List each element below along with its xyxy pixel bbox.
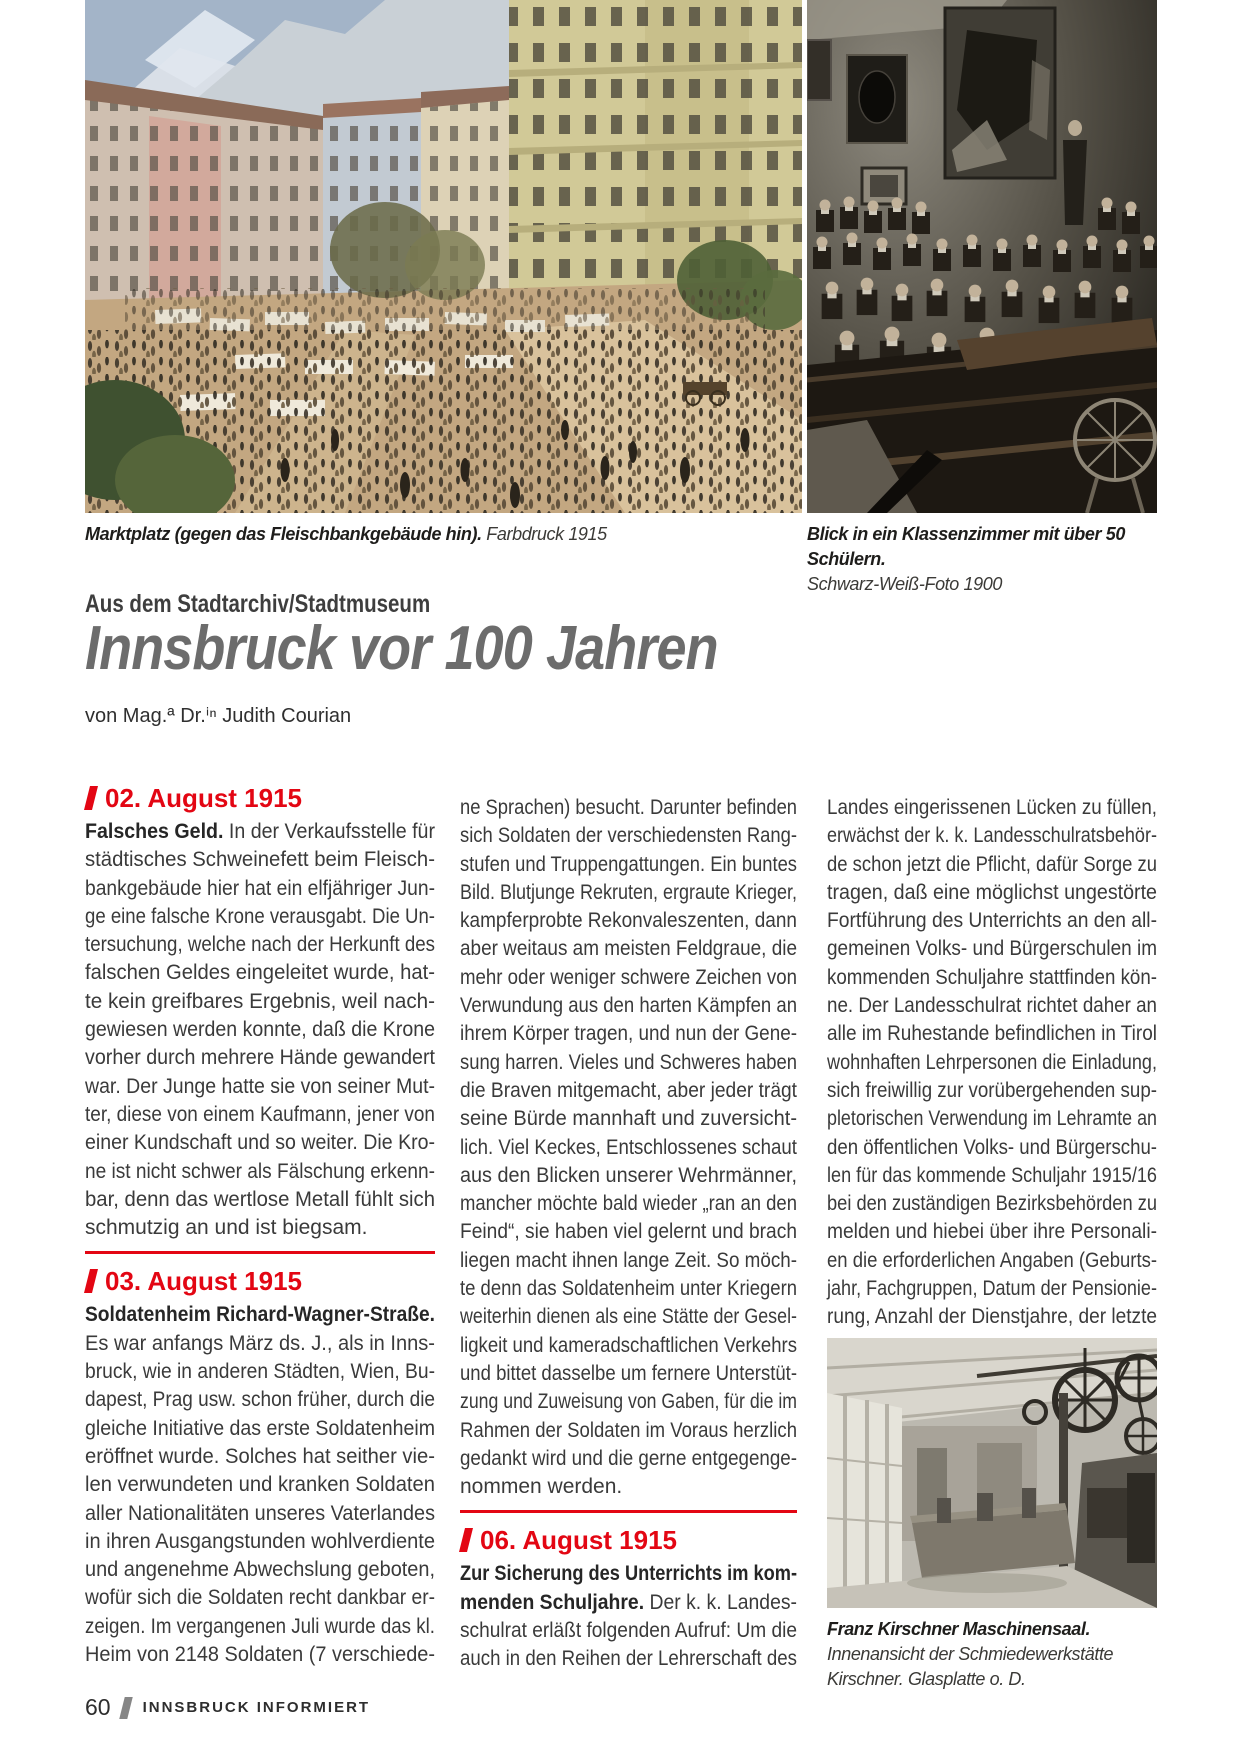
page-footer xyxy=(85,1694,370,1721)
text-line: mehr oder weniger schwere Zeichen von xyxy=(460,965,797,989)
page-number: 60 xyxy=(85,1694,111,1720)
text-line: und angenehme Abwechslung geboten, xyxy=(85,1558,436,1582)
text-line: en die erforderlichen Angaben (Geburts- xyxy=(827,1248,1157,1272)
text-line: Landes eingerissenen Lücken zu füllen, xyxy=(827,796,1158,819)
byline: von Mag.ª Dr.ⁱⁿ Judith Courian xyxy=(85,705,352,727)
text-line: kampferprobte Rekonvaleszenten, dann xyxy=(460,909,797,933)
text-line: aber weitaus am meisten Feldgraue, die xyxy=(460,937,797,961)
text-line: weiterhin dienen als eine Stätte der Gesel- xyxy=(460,1305,798,1329)
text-column-3 xyxy=(827,781,1157,1332)
text-line: sung harren. Vieles und Schweres haben xyxy=(460,1050,798,1074)
text-line: erwächst der k. k. Landesschulratsbehör- xyxy=(827,824,1157,848)
market-photo xyxy=(85,0,802,513)
caption-title: Franz Kirschner Maschinensaal. xyxy=(827,1619,1091,1639)
text-line: ihrem Körper tragen, und nun der Gene- xyxy=(460,1022,797,1046)
text-line: ter, diese von einem Kaufmann, jener von xyxy=(85,1102,435,1126)
text-line: bruck, wie in anderen Städten, Wien, Bu- xyxy=(85,1360,435,1384)
classroom-photo-figure xyxy=(807,0,1157,597)
classroom-photo-caption xyxy=(807,522,1157,597)
red-slash-icon xyxy=(84,786,98,810)
section-divider xyxy=(460,1510,797,1513)
magazine-name: INNSBRUCK INFORMIERT xyxy=(142,1699,371,1716)
text-line: wohnhaften Lehrpersonen die Einladung, xyxy=(827,1050,1158,1074)
text-line: stufen und Truppengattungen. Ein buntes xyxy=(460,852,797,876)
text-line: ne ist nicht schwer als Fälschung erkenn- xyxy=(85,1159,435,1183)
caption-title: Marktplatz (gegen das Fleischbankgebäude hin). xyxy=(85,524,482,544)
text-line: lich. Viel Keckes, Entschlossenes schaut xyxy=(460,1135,797,1159)
date-header xyxy=(85,1266,435,1296)
text-line: auch in den Reihen der Lehrerschaft des xyxy=(460,1647,798,1671)
article-paragraph xyxy=(827,794,1157,1332)
text-line: mancher möchte bald wieder „ran an den xyxy=(460,1192,797,1216)
text-line: Falsches Geld. In der Verkaufsstelle für xyxy=(85,820,435,843)
machine-hall-photo-caption xyxy=(827,1617,1157,1692)
text-line: vorher durch mehrere Hände gewandert xyxy=(85,1046,436,1070)
caption-detail: Schwarz-Weiß-Foto 1900 xyxy=(807,574,1002,594)
text-line: kommenden Schuljahre stattfinden kön- xyxy=(827,965,1158,989)
classroom-photo xyxy=(807,0,1157,513)
text-line: ge eine falsche Krone verausgabt. Die Un- xyxy=(85,904,435,928)
text-line: tersuchung, welche nach der Herkunft des xyxy=(85,933,436,957)
text-line: in ihren Ausgangstunden wohlverdiente xyxy=(85,1529,436,1553)
text-line: schmutzig an und ist biegsam. xyxy=(85,1216,368,1240)
date-header-label: 02. August 1915 xyxy=(105,783,303,813)
date-header xyxy=(460,1525,797,1555)
text-column-2 xyxy=(460,781,797,1674)
text-line: die Braven mitgemacht, aber jeder trägt xyxy=(460,1078,797,1102)
text-line: dapest, Prag usw. schon früher, durch die xyxy=(85,1388,436,1412)
text-line: gemeinen Volks- und Bürgerschulen im xyxy=(827,937,1158,961)
text-line: städtisches Schweinefett beim Fleisch- xyxy=(85,848,435,872)
text-line: Es war anfangs März ds. J., als in Inns- xyxy=(85,1331,435,1355)
article-paragraph xyxy=(85,1301,435,1669)
text-line: Zur Sicherung des Unterrichts im kom- xyxy=(460,1562,798,1586)
text-line: Verwundung aus den harten Kämpfen an xyxy=(460,994,798,1018)
text-line: seine Bürde mannhaft und zuversicht- xyxy=(460,1107,798,1131)
article-paragraph xyxy=(460,1560,797,1673)
text-line: einer Kundschaft und so weiter. Die Kro- xyxy=(85,1131,436,1155)
slash-icon xyxy=(119,1697,132,1719)
text-line: gleiche Initiative das erste Soldatenheim xyxy=(85,1416,435,1440)
text-line: zeigen. Im vergangenen Juli wurde das kl. xyxy=(85,1614,435,1638)
text-line: te kein greifbares Ergebnis, weil nach- xyxy=(85,989,435,1013)
text-line: falschen Geldes eingeleitet wurde, hat- xyxy=(85,961,435,985)
text-line: sich freiwillig zur vorübergehenden sup- xyxy=(827,1078,1157,1102)
text-line: bar, denn das wertlose Metall fühlt sich xyxy=(85,1187,436,1211)
caption-detail: Innenansicht der Schmiedewerkstätte Kirschner. Glasplatte o. D. xyxy=(827,1644,1114,1689)
text-line: war. Der Junge hatte sie von seiner Mut- xyxy=(85,1074,435,1098)
text-line: zung und Zuweisung von Gaben, für die im xyxy=(460,1390,797,1414)
text-line: liegen macht ihnen lange Zeit. So möch- xyxy=(460,1248,797,1272)
text-line: aus den Blicken unserer Wehrmänner, xyxy=(460,1163,798,1187)
caption-detail: Farbdruck 1915 xyxy=(481,524,607,544)
text-line: Feind“, sie haben viel gelernt und brach xyxy=(460,1220,797,1244)
text-line: nommen werden. xyxy=(460,1475,623,1499)
text-line: tragen, daß eine möglichst ungestörte xyxy=(827,880,1157,904)
market-photo-caption xyxy=(85,522,802,547)
text-line: aller Nationalitäten unseres Vaterlandes xyxy=(85,1501,436,1525)
text-line: wofür sich die Soldaten recht dankbar er- xyxy=(85,1586,435,1610)
text-line: Heim von 2148 Soldaten (7 verschiede- xyxy=(85,1643,435,1667)
text-line: te denn das Soldatenheim unter Kriegern xyxy=(460,1277,798,1301)
text-line: eröffnet wurde. Solches hat seither vie- xyxy=(85,1444,435,1468)
date-header xyxy=(85,783,435,813)
text-line: schulrat erläßt folgenden Aufruf: Um die xyxy=(460,1619,797,1643)
text-line: bankgebäude hier hat ein elfjähriger Jun- xyxy=(85,876,436,900)
text-line: gedankt wird und die gerne entgegenge- xyxy=(460,1446,797,1470)
caption-title: Blick in ein Klassenzimmer mit über 50 Schülern. xyxy=(807,524,1125,569)
text-line: melden und hiebei über ihre Personali- xyxy=(827,1220,1157,1244)
text-line: gewiesen werden konnte, daß die Krone xyxy=(85,1018,435,1042)
section-kicker: Aus dem Stadtarchiv/Stadtmuseum xyxy=(85,590,431,618)
text-line: len verwundeten und kranken Soldaten xyxy=(85,1473,435,1497)
text-line: Soldatenheim Richard-Wagner-Straße. xyxy=(85,1303,435,1327)
text-line: menden Schuljahre. Der k. k. Landes- xyxy=(460,1590,797,1614)
text-line: sich Soldaten der verschiedensten Rang- xyxy=(460,824,798,848)
section-divider xyxy=(85,1251,435,1254)
text-line: Bild. Blutjunge Rekruten, ergraute Krieger, xyxy=(460,880,797,904)
text-line: pletorischen Verwendung im Lehramte an xyxy=(827,1107,1157,1131)
market-photo-figure xyxy=(85,0,802,547)
text-line: ne Sprachen) besucht. Darunter befinden xyxy=(460,796,798,819)
text-line: jahr, Fachgruppen, Datum der Pensionie- xyxy=(827,1277,1157,1301)
machine-hall-photo-figure xyxy=(827,1338,1157,1692)
text-line: len für das kommende Schuljahr 1915/16 xyxy=(827,1163,1157,1187)
red-slash-icon xyxy=(84,1269,98,1293)
page-title: Innsbruck vor 100 Jahren xyxy=(85,614,718,683)
article-paragraph xyxy=(460,794,797,1501)
machine-hall-photo xyxy=(827,1338,1157,1608)
text-line: ligkeit und kameradschaftlichen Verkehrs xyxy=(460,1333,798,1357)
text-column-1 xyxy=(85,781,435,1669)
text-line: den öffentlichen Volks- und Bürgerschu- xyxy=(827,1135,1158,1159)
text-line: Fortführung des Unterrichts an den all- xyxy=(827,909,1157,933)
text-line: Rahmen der Soldaten im Voraus herzlich xyxy=(460,1418,798,1442)
text-line: ne. Der Landesschulrat richtet daher an xyxy=(827,994,1158,1018)
article-paragraph xyxy=(85,818,435,1242)
date-header-label: 03. August 1915 xyxy=(105,1266,303,1297)
text-line: bei den zuständigen Bezirksbehörden zu xyxy=(827,1192,1157,1216)
text-line: alle im Ruhestande befindlichen in Tirol xyxy=(827,1022,1157,1046)
text-line: de schon jetzt die Pflicht, dafür Sorge zu xyxy=(827,852,1157,876)
red-slash-icon xyxy=(459,1528,473,1552)
text-line: und bittet dasselbe um fernere Unterstüt- xyxy=(460,1361,798,1385)
date-header-label: 06. August 1915 xyxy=(480,1525,678,1556)
text-line: rung, Anzahl der Dienstjahre, der letzte xyxy=(827,1305,1158,1329)
